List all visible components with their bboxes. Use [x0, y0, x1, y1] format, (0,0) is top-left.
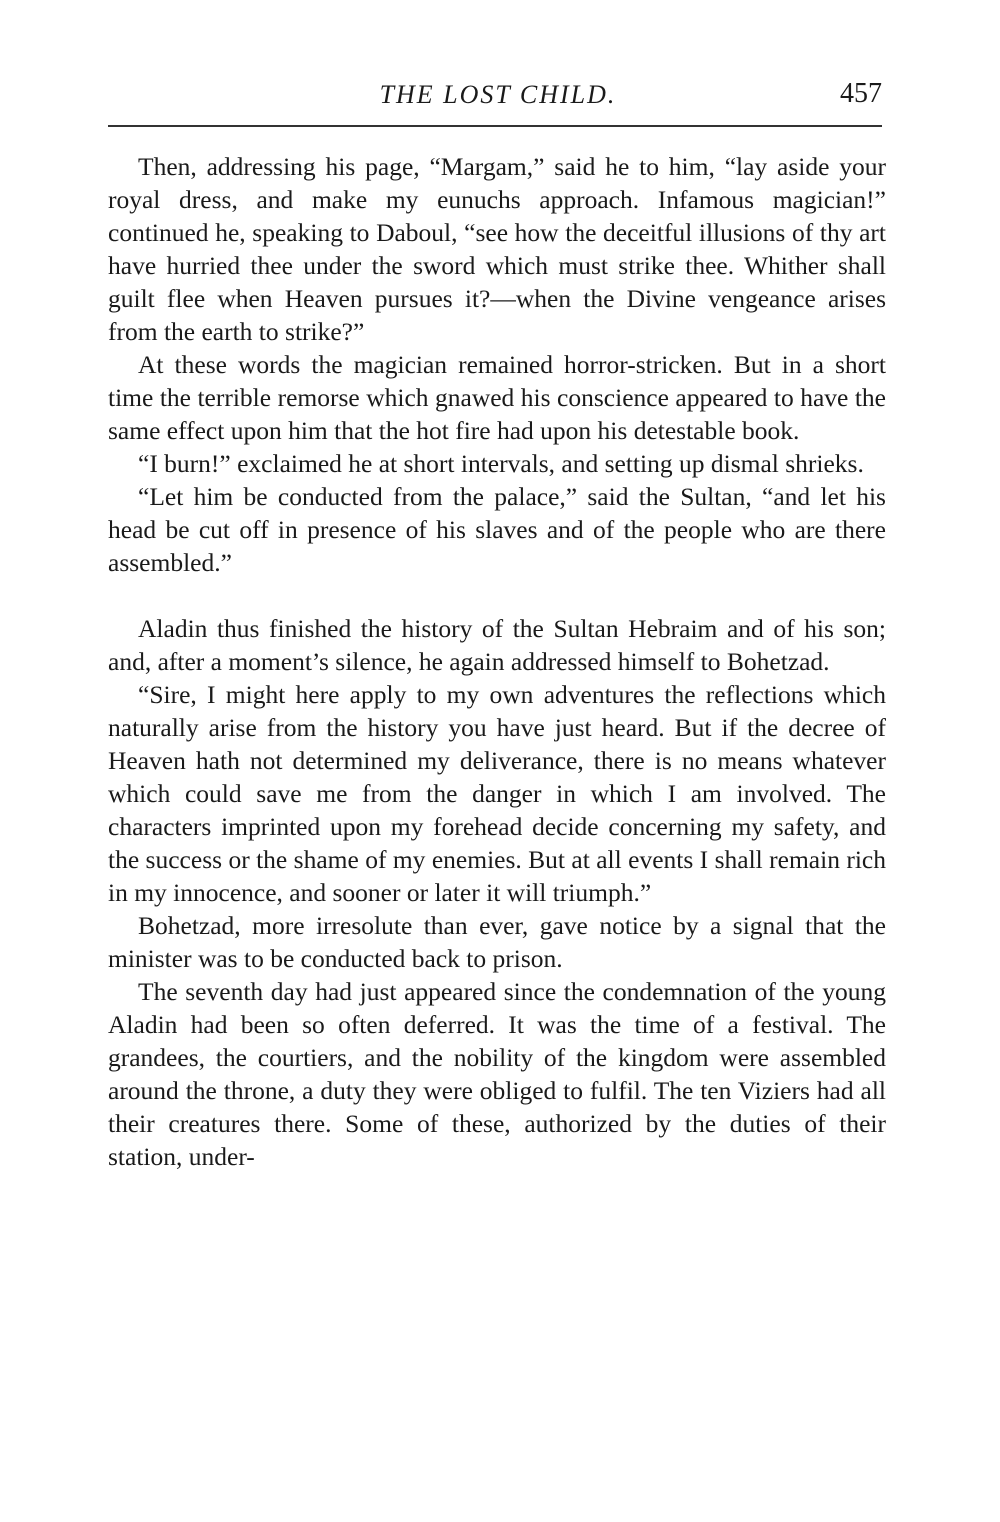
- paragraph: “Sire, I might here apply to my own adventures the reflections which naturally arise from the history you have just heard. But if the decree of Heaven hath not determined my deliverance, there is no means whatever which could save me from the danger in which I am involved. The characters imprinted upon my forehead decide concerning my safety, and the success or the shame of my enemies. But at all events I shall remain rich in my innocence, and sooner or later it will triumph.”: [108, 680, 886, 907]
- paragraph: “Let him be conducted from the palace,” said the Sultan, “and let his head be cut off in presence of his slaves and of the people who are there assembled.”: [108, 482, 886, 577]
- header-rule: [108, 125, 882, 127]
- paragraph: Aladin thus finished the history of the Sultan Hebraim and of his son; and, after a moment’s silence, he again addressed himself to Bohetzad.: [108, 614, 886, 676]
- paragraph: At these words the magician remained horror-stricken. But in a short time the terrible remorse which gnawed his conscience appeared to have the same effect upon him that the hot fire had upon his detestable book.: [108, 350, 886, 445]
- paragraph: Bohetzad, more irresolute than ever, gave notice by a signal that the minister was to be conducted back to prison.: [108, 911, 886, 973]
- paragraph: “I burn!” exclaimed he at short intervals, and setting up dismal shrieks.: [138, 449, 864, 478]
- paragraph: The seventh day had just appeared since the condemnation of the young Aladin had been so often deferred. It was the time of a festival. The grandees, the courtiers, and the nobility of the kingdom were assembled around the throne, a duty they were obliged to fulfil. The ten Viziers had all their creatures there. Some of these, authorized by the duties of their station, under-: [108, 977, 886, 1171]
- paragraph: Then, addressing his page, “Margam,” said he to him, “lay aside your royal dress, and make my eunuchs approach. Infamous magician!” continued he, speaking to Daboul, “see how the deceitful illusions of thy art have hurried thee under the sword which must strike thee. Whither shall guilt flee when Heaven pursues it?—when the Divine vengeance arises from the earth to strike?”: [108, 152, 886, 346]
- body-text: [108, 150, 886, 1173]
- running-title: THE LOST CHILD.: [379, 80, 617, 109]
- page-number: 457: [840, 78, 882, 109]
- page-header: [108, 76, 888, 112]
